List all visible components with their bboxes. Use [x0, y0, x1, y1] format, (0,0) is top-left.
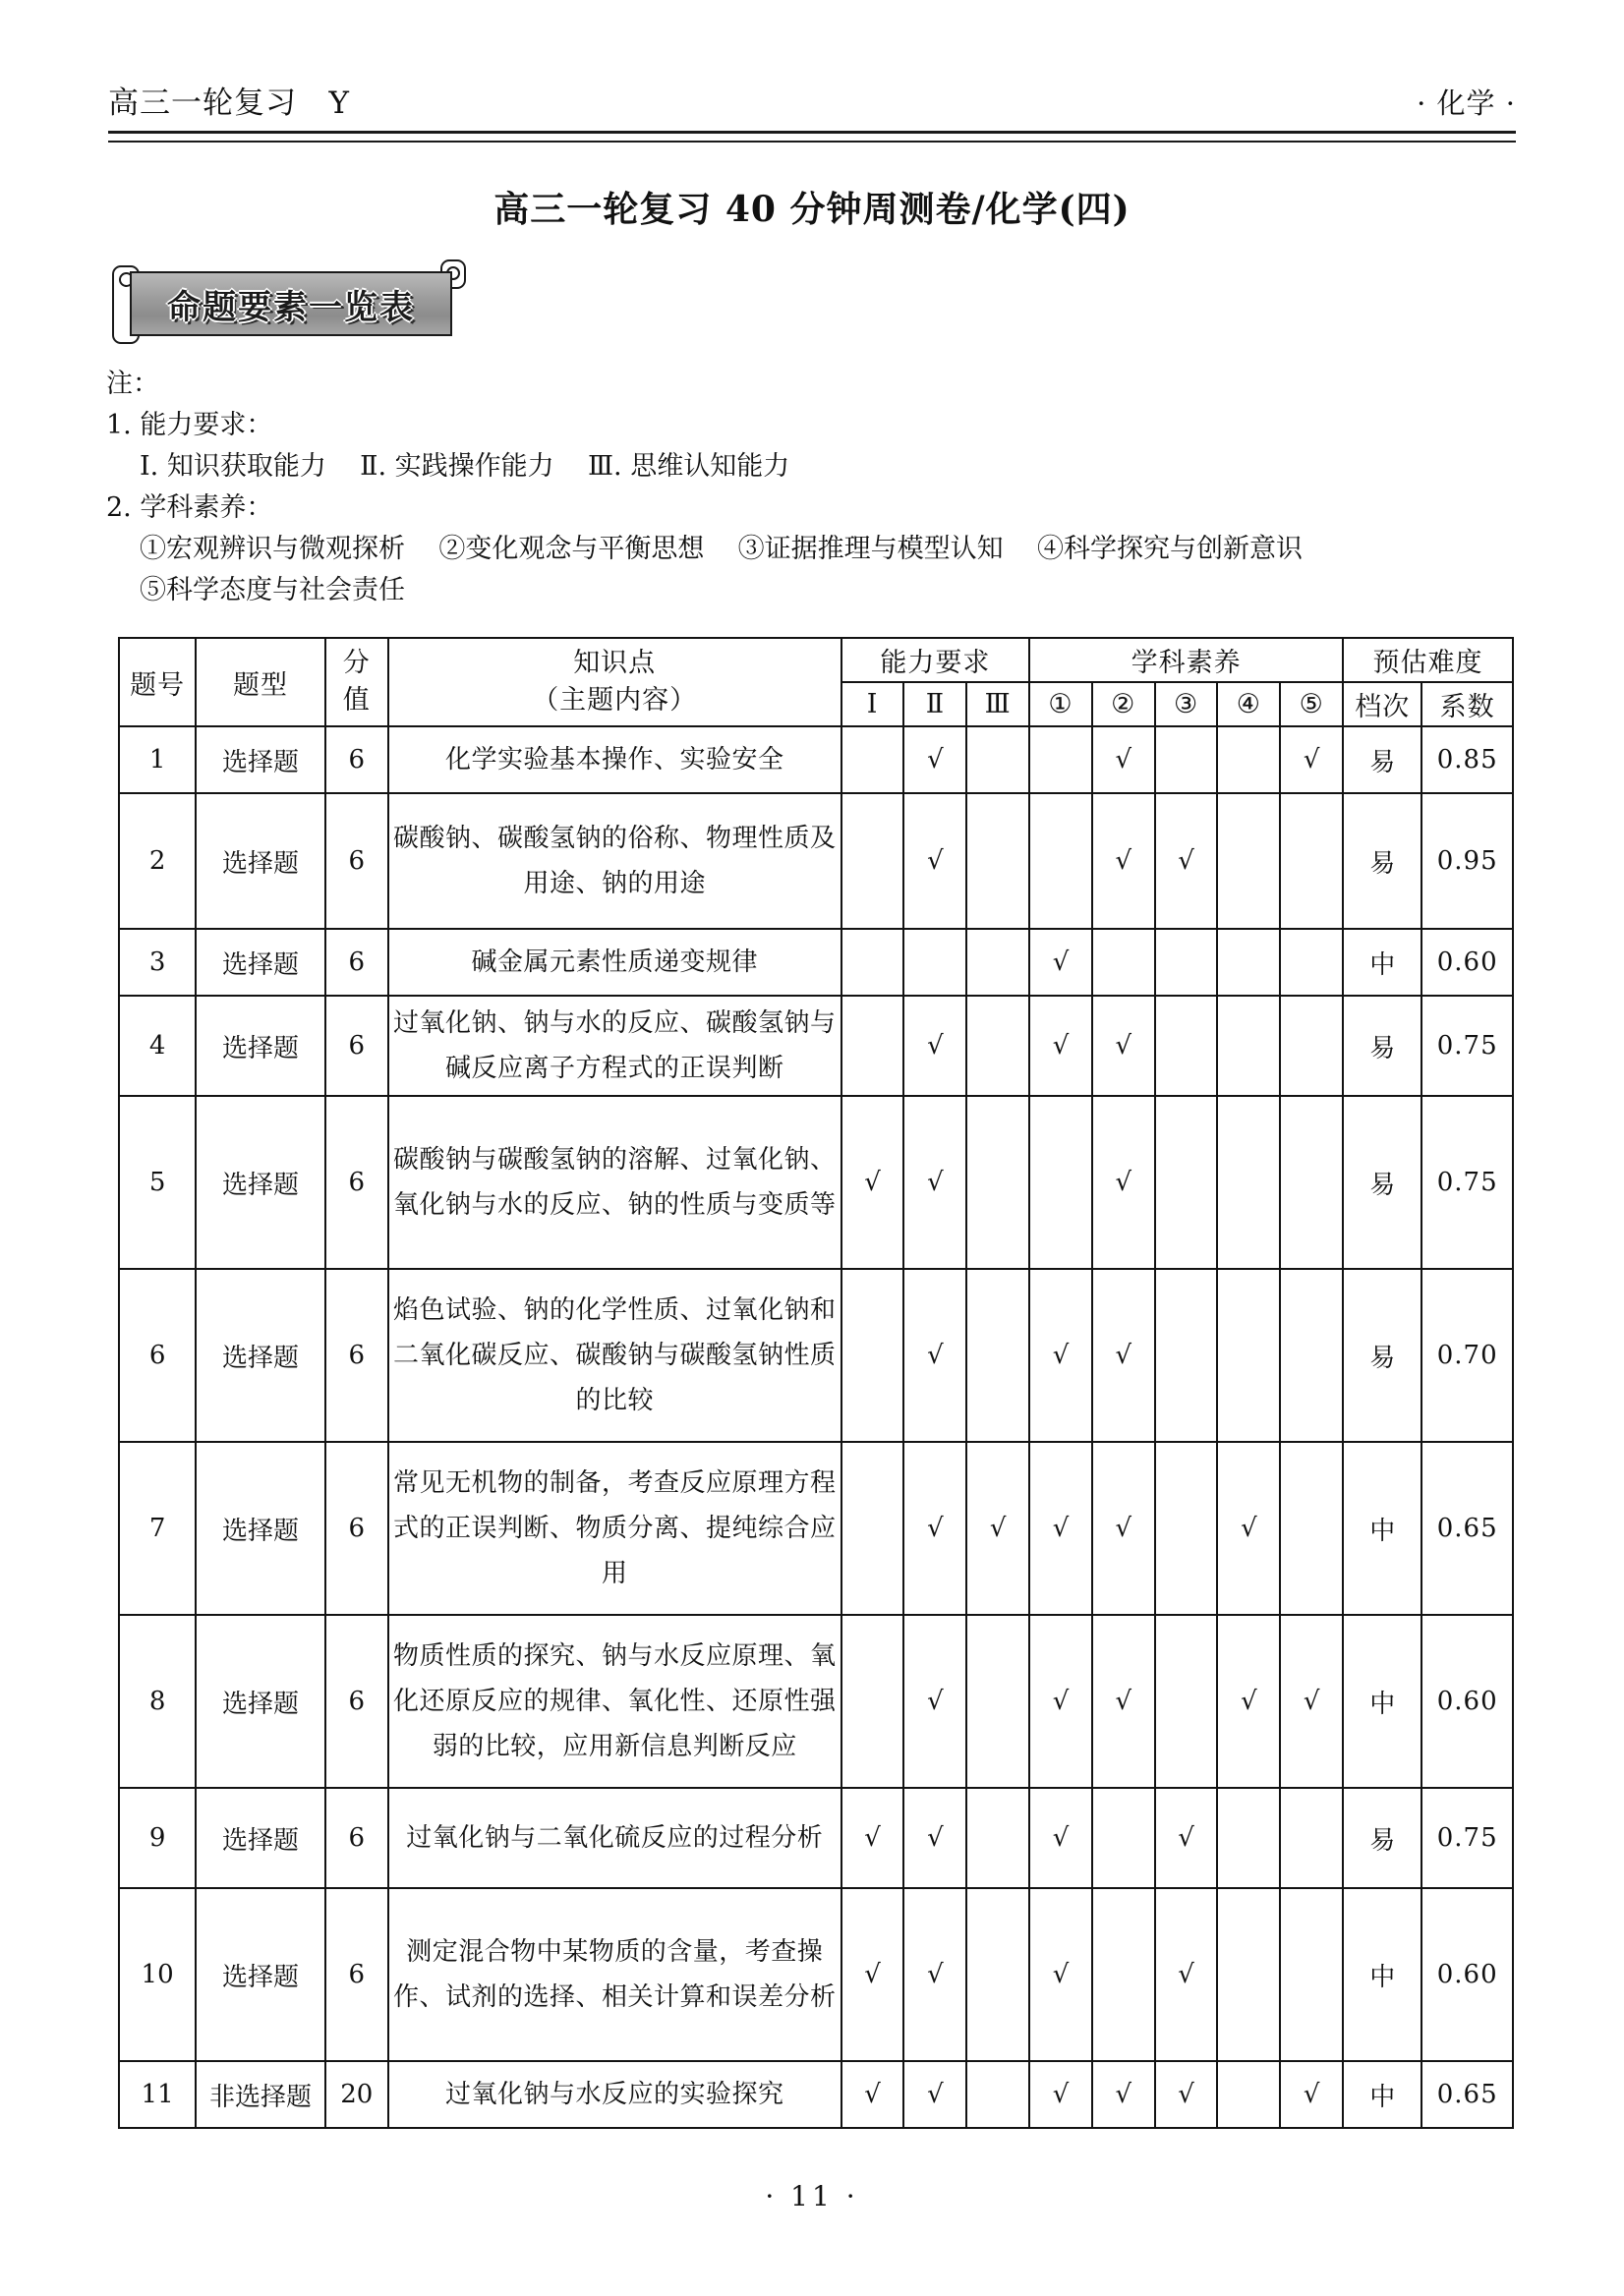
cell-knowledge-point: 过氧化钠、钠与水的反应、碳酸氢钠与碱反应离子方程式的正误判断 [388, 996, 841, 1096]
cell-difficulty-coefficient: 0.60 [1421, 1615, 1513, 1788]
cell-literacy-5 [1280, 929, 1343, 996]
cell-knowledge-point: 碳酸钠、碳酸氢钠的俗称、物理性质及用途、钠的用途 [388, 793, 841, 929]
th-score-line2: 值 [342, 685, 371, 716]
cell-literacy-3: √ [1155, 793, 1218, 929]
cell-capability-2: √ [903, 1096, 966, 1269]
table-row [119, 929, 1513, 996]
cell-difficulty-level: 易 [1343, 1096, 1421, 1269]
cell-literacy-4: √ [1217, 1615, 1280, 1788]
cell-knowledge-point: 物质性质的探究、钠与水反应原理、氧化还原反应的规律、氧化性、还原性强弱的比较，应用新信息判断反应 [388, 1615, 841, 1788]
table-row [119, 726, 1513, 793]
table-row [119, 1096, 1513, 1269]
cell-literacy-4 [1217, 2061, 1280, 2128]
cell-difficulty-coefficient: 0.70 [1421, 1269, 1513, 1442]
running-header [108, 61, 1516, 122]
cell-literacy-3 [1155, 929, 1218, 996]
cell-knowledge-point: 碱金属元素性质递变规律 [388, 929, 841, 996]
cell-question-number: 3 [119, 929, 196, 996]
banner-body [130, 271, 452, 336]
running-header-right: · 化学 · [1417, 86, 1516, 120]
cell-capability-1: √ [841, 1888, 904, 2061]
cell-question-type: 选择题 [196, 996, 325, 1096]
cell-question-number: 11 [119, 2061, 196, 2128]
cell-question-type: 选择题 [196, 1615, 325, 1788]
cell-literacy-1 [1029, 726, 1092, 793]
notes-capability-heading: 1. 能力要求： [106, 410, 273, 440]
th-score [325, 638, 388, 726]
cell-capability-2: √ [903, 726, 966, 793]
cell-literacy-2: √ [1092, 996, 1155, 1096]
cell-capability-3 [966, 793, 1029, 929]
cell-literacy-1 [1029, 1096, 1092, 1269]
cell-literacy-3: √ [1155, 2061, 1218, 2128]
cell-score: 6 [325, 793, 388, 929]
table-row [119, 1788, 1513, 1888]
cell-literacy-3 [1155, 1096, 1218, 1269]
cell-literacy-4 [1217, 1096, 1280, 1269]
cell-literacy-2: √ [1092, 1442, 1155, 1615]
cell-difficulty-coefficient: 0.75 [1421, 1788, 1513, 1888]
cell-difficulty-level: 中 [1343, 1615, 1421, 1788]
cell-capability-1 [841, 996, 904, 1096]
cell-capability-3 [966, 996, 1029, 1096]
cell-literacy-5: √ [1280, 1615, 1343, 1788]
th-knowledge-sub: （主题内容） [532, 685, 698, 716]
th-literacy-1: ① [1029, 682, 1092, 726]
cell-literacy-4 [1217, 1788, 1280, 1888]
table-row [119, 793, 1513, 929]
cell-capability-1 [841, 793, 904, 929]
running-header-left: 高三一轮复习 Y [108, 86, 351, 121]
cell-literacy-2: √ [1092, 2061, 1155, 2128]
cell-literacy-1: √ [1029, 2061, 1092, 2128]
cell-knowledge-point: 碳酸钠与碳酸氢钠的溶解、过氧化钠、氧化钠与水的反应、钠的性质与变质等 [388, 1096, 841, 1269]
cell-capability-2: √ [903, 793, 966, 929]
cell-difficulty-coefficient: 0.65 [1421, 2061, 1513, 2128]
notes-literacy-items-2: ⑤科学态度与社会责任 [140, 575, 405, 605]
cell-difficulty-coefficient: 0.85 [1421, 726, 1513, 793]
cell-score: 6 [325, 1888, 388, 2061]
spec-table [118, 637, 1514, 2129]
cell-knowledge-point: 常见无机物的制备，考查反应原理方程式的正误判断、物质分离、提纯综合应用 [388, 1442, 841, 1615]
cell-score: 6 [325, 1269, 388, 1442]
cell-literacy-5 [1280, 793, 1343, 929]
table-row [119, 1615, 1513, 1788]
cell-question-type: 选择题 [196, 1269, 325, 1442]
cell-literacy-2 [1092, 929, 1155, 996]
cell-capability-3 [966, 1269, 1029, 1442]
cell-question-number: 9 [119, 1788, 196, 1888]
cell-difficulty-coefficient: 0.75 [1421, 996, 1513, 1096]
cell-question-type: 选择题 [196, 1442, 325, 1615]
cell-literacy-3 [1155, 1269, 1218, 1442]
cell-score: 6 [325, 996, 388, 1096]
cell-difficulty-coefficient: 0.65 [1421, 1442, 1513, 1615]
cell-question-number: 4 [119, 996, 196, 1096]
cell-capability-3 [966, 1888, 1029, 2061]
cell-difficulty-level: 易 [1343, 1269, 1421, 1442]
cell-literacy-1: √ [1029, 1442, 1092, 1615]
cell-question-type: 选择题 [196, 1096, 325, 1269]
cell-capability-1: √ [841, 1788, 904, 1888]
cell-capability-1 [841, 1269, 904, 1442]
cell-capability-3 [966, 1615, 1029, 1788]
th-literacy-3: ③ [1155, 682, 1218, 726]
cell-difficulty-coefficient: 0.60 [1421, 929, 1513, 996]
cell-score: 6 [325, 1096, 388, 1269]
cell-question-type: 选择题 [196, 929, 325, 996]
cell-question-number: 6 [119, 1269, 196, 1442]
cell-difficulty-level: 中 [1343, 929, 1421, 996]
cell-literacy-5 [1280, 1888, 1343, 2061]
cell-capability-2: √ [903, 1888, 966, 2061]
cell-literacy-1: √ [1029, 1888, 1092, 2061]
cell-literacy-1 [1029, 793, 1092, 929]
cell-difficulty-level: 易 [1343, 793, 1421, 929]
cell-literacy-3 [1155, 1615, 1218, 1788]
cell-literacy-4: √ [1217, 1442, 1280, 1615]
table-row [119, 1888, 1513, 2061]
notes-literacy-items-1: ①宏观辨识与微观探析 ②变化观念与平衡思想 ③证据推理与模型认知 ④科学探究与创新意识 [140, 534, 1303, 564]
cell-literacy-2: √ [1092, 1096, 1155, 1269]
cell-literacy-3 [1155, 726, 1218, 793]
cell-literacy-4 [1217, 793, 1280, 929]
cell-score: 6 [325, 1788, 388, 1888]
cell-literacy-4 [1217, 1888, 1280, 2061]
cell-capability-2: √ [903, 996, 966, 1096]
cell-difficulty-coefficient: 0.75 [1421, 1096, 1513, 1269]
cell-literacy-5: √ [1280, 726, 1343, 793]
cell-literacy-5 [1280, 996, 1343, 1096]
cell-knowledge-point: 焰色试验、钠的化学性质、过氧化钠和二氧化碳反应、碳酸钠与碳酸氢钠性质的比较 [388, 1269, 841, 1442]
cell-capability-2: √ [903, 1442, 966, 1615]
page-footer: · 11 · [765, 2180, 859, 2212]
cell-capability-1 [841, 1442, 904, 1615]
cell-capability-1 [841, 726, 904, 793]
cell-capability-2: √ [903, 1269, 966, 1442]
cell-literacy-2: √ [1092, 1269, 1155, 1442]
cell-literacy-5: √ [1280, 2061, 1343, 2128]
cell-knowledge-point: 过氧化钠与二氧化硫反应的过程分析 [388, 1788, 841, 1888]
table-row [119, 1442, 1513, 1615]
cell-question-number: 2 [119, 793, 196, 929]
cell-literacy-1: √ [1029, 929, 1092, 996]
cell-difficulty-level: 中 [1343, 1442, 1421, 1615]
cell-capability-2: √ [903, 1788, 966, 1888]
cell-question-type: 选择题 [196, 1788, 325, 1888]
cell-literacy-2: √ [1092, 1615, 1155, 1788]
th-capability-1: Ⅰ [841, 682, 904, 726]
cell-knowledge-point: 过氧化钠与水反应的实验探究 [388, 2061, 841, 2128]
cell-capability-3 [966, 2061, 1029, 2128]
cell-capability-2: √ [903, 1615, 966, 1788]
cell-capability-2 [903, 929, 966, 996]
cell-capability-3 [966, 929, 1029, 996]
cell-question-type: 选择题 [196, 793, 325, 929]
cell-score: 6 [325, 1615, 388, 1788]
cell-literacy-1: √ [1029, 996, 1092, 1096]
cell-literacy-4 [1217, 726, 1280, 793]
cell-difficulty-coefficient: 0.60 [1421, 1888, 1513, 2061]
cell-literacy-1: √ [1029, 1269, 1092, 1442]
th-question-type: 题型 [196, 638, 325, 726]
cell-capability-1 [841, 1615, 904, 1788]
cell-capability-3 [966, 726, 1029, 793]
cell-literacy-2 [1092, 1888, 1155, 2061]
cell-literacy-5 [1280, 1096, 1343, 1269]
cell-knowledge-point: 化学实验基本操作、实验安全 [388, 726, 841, 793]
cell-literacy-3 [1155, 996, 1218, 1096]
th-literacy-5: ⑤ [1280, 682, 1343, 726]
cell-capability-2: √ [903, 2061, 966, 2128]
cell-literacy-1: √ [1029, 1615, 1092, 1788]
cell-question-number: 8 [119, 1615, 196, 1788]
cell-capability-1 [841, 929, 904, 996]
table-row [119, 2061, 1513, 2128]
cell-capability-3: √ [966, 1442, 1029, 1615]
cell-literacy-3 [1155, 1442, 1218, 1615]
cell-question-number: 1 [119, 726, 196, 793]
cell-literacy-4 [1217, 1269, 1280, 1442]
cell-question-number: 7 [119, 1442, 196, 1615]
cell-difficulty-level: 中 [1343, 1888, 1421, 2061]
section-banner [106, 258, 472, 342]
notes-capability-items: Ⅰ. 知识获取能力 Ⅱ. 实践操作能力 Ⅲ. 思维认知能力 [140, 451, 790, 482]
spec-table-head [119, 638, 1513, 726]
th-difficulty-group: 预估难度 [1343, 638, 1513, 682]
cell-difficulty-level: 易 [1343, 726, 1421, 793]
page-title: 高三一轮复习 40 分钟周测卷/化学(四) [493, 189, 1131, 230]
cell-score: 6 [325, 726, 388, 793]
header-row-groups [119, 638, 1513, 682]
cell-literacy-2 [1092, 1788, 1155, 1888]
th-capability-3: Ⅲ [966, 682, 1029, 726]
cell-question-number: 5 [119, 1096, 196, 1269]
th-capability-2: Ⅱ [903, 682, 966, 726]
table-row [119, 1269, 1513, 1442]
cell-literacy-2: √ [1092, 793, 1155, 929]
th-literacy-2: ② [1092, 682, 1155, 726]
cell-literacy-3: √ [1155, 1788, 1218, 1888]
cell-score: 6 [325, 929, 388, 996]
th-capability-group: 能力要求 [841, 638, 1029, 682]
cell-difficulty-level: 易 [1343, 996, 1421, 1096]
cell-difficulty-level: 易 [1343, 1788, 1421, 1888]
cell-literacy-2: √ [1092, 726, 1155, 793]
cell-literacy-1: √ [1029, 1788, 1092, 1888]
header-divider-rule [108, 131, 1516, 143]
cell-knowledge-point: 测定混合物中某物质的含量，考查操作、试剂的选择、相关计算和误差分析 [388, 1888, 841, 2061]
notes-heading: 注： [106, 369, 159, 399]
cell-question-type: 选择题 [196, 726, 325, 793]
cell-question-number: 10 [119, 1888, 196, 2061]
cell-literacy-3: √ [1155, 1888, 1218, 2061]
spec-table-wrap [118, 637, 1514, 2129]
cell-literacy-5 [1280, 1788, 1343, 1888]
banner-label: 命题要素一览表 [167, 287, 415, 327]
th-score-line1: 分 [342, 648, 371, 678]
cell-literacy-4 [1217, 929, 1280, 996]
cell-literacy-4 [1217, 996, 1280, 1096]
cell-difficulty-coefficient: 0.95 [1421, 793, 1513, 929]
th-difficulty-coefficient: 系数 [1421, 682, 1513, 726]
th-knowledge-main: 知识点 [573, 648, 657, 678]
th-literacy-group: 学科素养 [1029, 638, 1343, 682]
cell-question-type: 非选择题 [196, 2061, 325, 2128]
table-row [119, 996, 1513, 1096]
th-question-number: 题号 [119, 638, 196, 726]
notes-block [106, 364, 1522, 611]
cell-capability-3 [966, 1096, 1029, 1269]
cell-score: 6 [325, 1442, 388, 1615]
cell-question-type: 选择题 [196, 1888, 325, 2061]
cell-capability-1: √ [841, 2061, 904, 2128]
th-literacy-4: ④ [1217, 682, 1280, 726]
th-knowledge-point [388, 638, 841, 726]
cell-score: 20 [325, 2061, 388, 2128]
cell-difficulty-level: 中 [1343, 2061, 1421, 2128]
cell-literacy-5 [1280, 1442, 1343, 1615]
cell-capability-3 [966, 1788, 1029, 1888]
spec-table-body [119, 726, 1513, 2128]
th-difficulty-level: 档次 [1343, 682, 1421, 726]
cell-capability-1: √ [841, 1096, 904, 1269]
notes-literacy-heading: 2. 学科素养： [106, 492, 273, 523]
cell-literacy-5 [1280, 1269, 1343, 1442]
